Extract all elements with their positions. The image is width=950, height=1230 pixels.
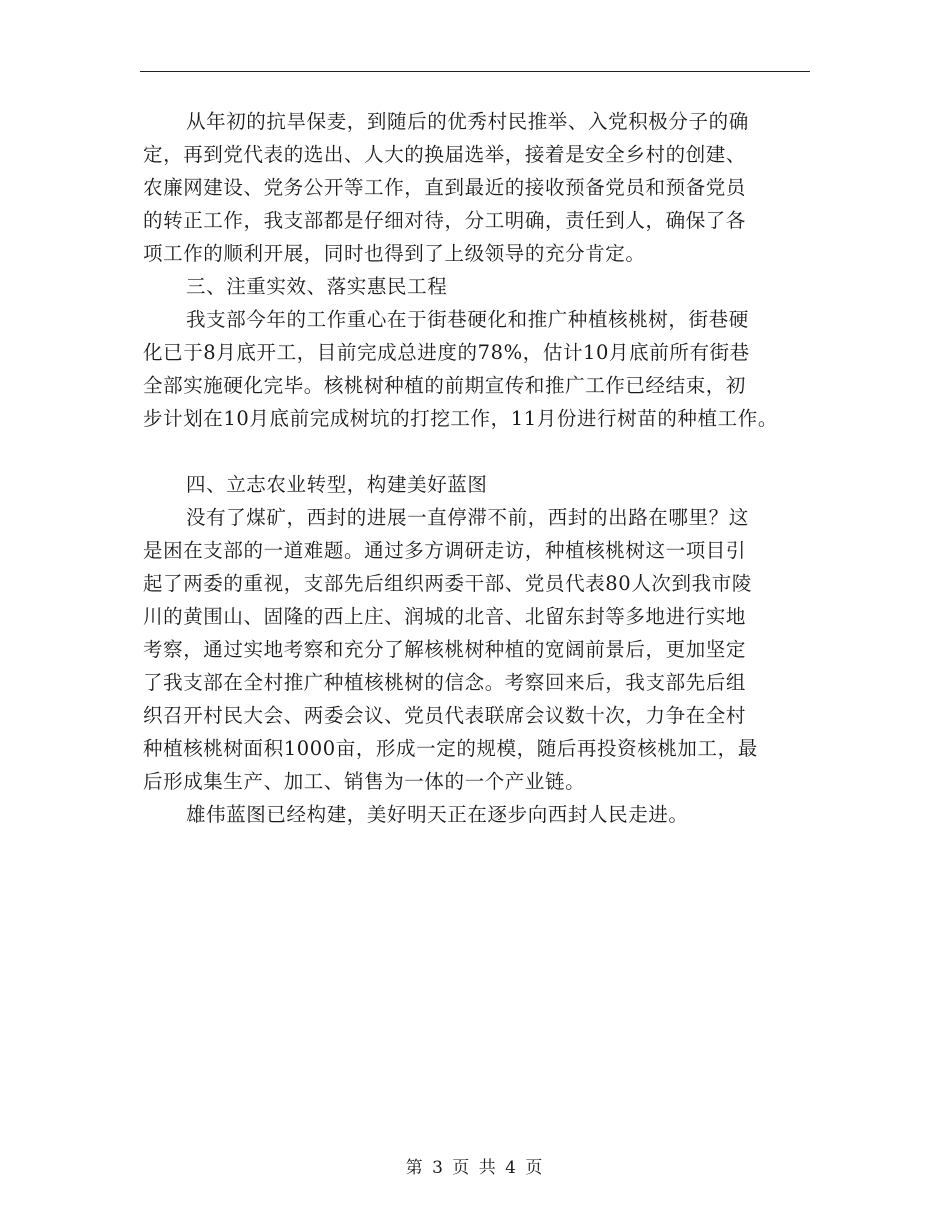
paragraph-line: 的转正工作，我支部都是仔细对待，分工明确，责任到人，确保了各 <box>143 209 747 232</box>
paragraph-line: 后形成集生产、加工、销售为一体的一个产业链。 <box>143 770 586 793</box>
paragraph-line: 是困在支部的一道难题。通过多方调研走访，种植核桃树这一项目引 <box>143 539 747 562</box>
paragraph-line: 了我支部在全村推广种植核桃树的信念。考察回来后，我支部先后组 <box>143 671 747 694</box>
paragraph-line: 织召开村民大会、两委会议、党员代表联席会议数十次，力争在全村 <box>143 704 747 727</box>
paragraph-line: 我支部今年的工作重心在于街巷硬化和推广种植核桃树，街巷硬 <box>186 308 749 331</box>
page-number-footer: 第 3 页 共 4 页 <box>405 1158 545 1178</box>
paragraph-line: 起了两委的重视，支部先后组织两委干部、党员代表80人次到我市陵 <box>143 572 752 595</box>
section-heading-4: 四、立志农业转型，构建美好蓝图 <box>186 473 488 496</box>
paragraph-line: 种植核桃树面积1000亩，形成一定的规模，随后再投资核桃加工，最 <box>143 737 758 760</box>
paragraph-gap <box>143 435 833 468</box>
paragraph-line: 从年初的抗旱保麦，到随后的优秀村民推举、入党积极分子的确 <box>186 110 749 133</box>
paragraph-line: 雄伟蓝图已经构建，美好明天正在逐步向西封人民走进。 <box>186 803 689 826</box>
paragraph-line: 定，再到党代表的选出、人大的换届选举，接着是安全乡村的创建、 <box>143 143 747 166</box>
paragraph-line: 全部实施硬化完毕。核桃树种植的前期宣传和推广工作已经结束，初 <box>143 374 747 397</box>
header-rule <box>140 71 810 72</box>
paragraph-line: 川的黄围山、固隆的西上庄、润城的北音、北留东封等多地进行实地 <box>143 605 747 628</box>
paragraph-line: 考察，通过实地考察和充分了解核桃树种植的宽阔前景后，更加坚定 <box>143 638 747 661</box>
document-body <box>143 105 833 831</box>
section-heading-3: 三、注重实效、落实惠民工程 <box>186 275 448 298</box>
paragraph-line: 农廉网建设、党务公开等工作，直到最近的接收预备党员和预备党员 <box>143 176 747 199</box>
paragraph-line: 步计划在10月底前完成树坑的打挖工作，11月份进行树苗的种植工作。 <box>143 407 778 430</box>
paragraph-line: 化已于8月底开工，目前完成总进度的78%，估计10月底前所有街巷 <box>143 341 750 364</box>
paragraph-line: 没有了煤矿，西封的进展一直停滞不前，西封的出路在哪里？这 <box>186 506 749 529</box>
paragraph-line: 项工作的顺利开展，同时也得到了上级领导的充分肯定。 <box>143 242 646 265</box>
